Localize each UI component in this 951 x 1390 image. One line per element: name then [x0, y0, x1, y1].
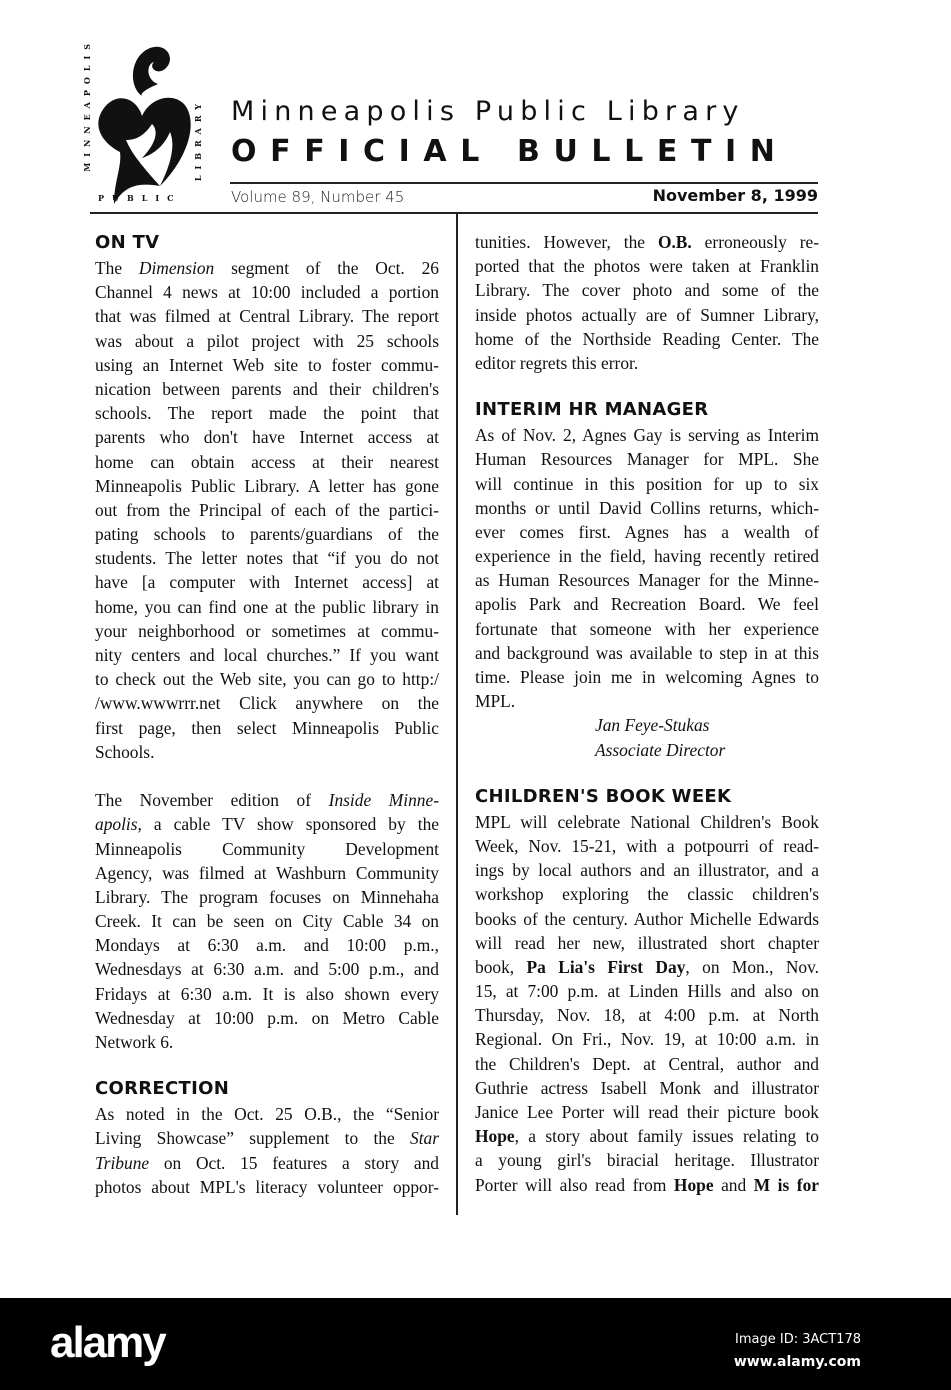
watermark-logo: alamy [50, 1318, 165, 1367]
bold-title: M is for [753, 1174, 819, 1195]
text-line: nication between parents and their children's [95, 378, 439, 399]
section-heading: CHILDREN'S BOOK WEEK [475, 785, 732, 807]
text-line: Week, Nov. 15-21, with a potpourri of read- [475, 835, 819, 856]
text-line: Creek. It can be seen on City Cable 34 on [95, 911, 439, 932]
right-column [475, 230, 819, 1197]
italic-title: Dimension [138, 258, 215, 278]
text-line: apolis, a cable TV show sponsored by the [95, 814, 439, 835]
text-line: will continue in this position for up to six [475, 473, 819, 494]
text-line: months or until David Collins returns, which- [475, 497, 819, 518]
text-line: Thursday, Nov. 18, at 4:00 p.m. at North [475, 1005, 819, 1026]
signature-line: Associate Director [595, 739, 726, 760]
text-line: book, Pa Lia's First Day, on Mon., Nov. [475, 956, 819, 977]
text-line: books of the century. Author Michelle Edwards [475, 908, 819, 929]
text-line: Living Showcase” supplement to the Star [95, 1128, 439, 1149]
italic-title: Star [410, 1128, 439, 1149]
bold-title: Pa Lia's First Day [526, 956, 686, 977]
text-line: Library. The cover photo and some of the [475, 280, 819, 301]
text-line: Channel 4 news at 10:00 included a portion [95, 282, 439, 303]
text-line: Janice Lee Porter will read their picture book [475, 1102, 819, 1122]
italic-title: apolis [95, 814, 138, 835]
text-line: photos about MPL's literacy volunteer oppor- [95, 1176, 439, 1197]
bold-title: Hope [673, 1174, 714, 1195]
section-heading: INTERIM HR MANAGER [475, 399, 709, 421]
bulletin-title: OFFICIAL BULLETIN [231, 134, 789, 169]
section-gap [475, 375, 819, 397]
text-line: have [a computer with Internet access] at [95, 572, 439, 593]
text-line: ever comes first. Agnes has a wealth of [475, 521, 819, 542]
text-line: Human Resources Manager for MPL. She [475, 449, 819, 470]
text-line: MPL will celebrate National Children's Book [475, 811, 819, 832]
logo-library-text: LIBRARY [193, 98, 203, 182]
text-line: to check out the Web site, you can go to http:/ [95, 669, 439, 690]
paragraph-gap [95, 764, 439, 788]
masthead-rule [90, 212, 818, 214]
left-column [95, 230, 439, 1199]
column-divider [456, 213, 458, 1215]
logo-public-text: PUBLIC [98, 193, 182, 203]
text-line: The November edition of Inside Minne- [95, 790, 439, 811]
italic-title: Inside Minne- [328, 790, 439, 811]
text-line: ings by local authors and an illustrator, and a [475, 860, 819, 881]
text-line: Wednesday at 10:00 p.m. on Metro Cable [95, 1007, 439, 1028]
issue-date: November 8, 1999 [652, 186, 818, 205]
text-line: pating schools to parents/guardians of the [95, 524, 439, 545]
text-line: tunities. However, the O.B. erroneously re- [475, 232, 819, 252]
italic-title: Tribune [95, 1152, 150, 1173]
text-line: that was filmed at Central Library. The report [95, 306, 439, 327]
library-name: Minneapolis Public Library [231, 96, 745, 127]
text-line: students. The letter notes that “if you do not [95, 548, 439, 569]
text-line: out from the Principal of each of the partici- [95, 499, 439, 520]
text-line: experience in the field, having recently retired [475, 546, 819, 567]
text-line: Agency, was filmed at Washburn Community [95, 862, 439, 883]
text-line: Porter will also read from Hope and M is for [475, 1174, 819, 1195]
text-line: home can obtain access at their nearest [95, 451, 439, 472]
text-line: a young girl's biracial heritage. Illustrator [475, 1150, 819, 1171]
bold-title: O.B. [657, 232, 692, 252]
text-line: Mondays at 6:30 a.m. and 10:00 p.m., [95, 935, 439, 956]
section-gap [95, 1054, 439, 1076]
text-line: home of the Northside Reading Center. The [475, 328, 819, 349]
library-logo [80, 36, 220, 211]
text-line: Hope, a story about family issues relating to [475, 1126, 819, 1147]
text-line: fortunate that someone with her experience [475, 618, 819, 639]
text-line: first page, then select Minneapolis Public [95, 717, 439, 738]
text-line: as Human Resources Manager for the Minne- [475, 570, 819, 591]
section-heading: ON TV [95, 232, 160, 253]
text-line: Schools. [95, 741, 155, 762]
text-line: Regional. On Fri., Nov. 19, at 10:00 a.m. in [475, 1029, 819, 1050]
watermark-image-id: Image ID: 3ACT178 [735, 1332, 861, 1347]
text-line: time. Please join me in welcoming Agnes to [475, 667, 819, 687]
text-line: As noted in the Oct. 25 O.B., the “Senior [95, 1104, 439, 1125]
text-line: ported that the photos were taken at Franklin [475, 256, 819, 277]
text-line: Network 6. [95, 1032, 174, 1052]
header-rule [230, 182, 818, 184]
text-line: Tribune on Oct. 15 features a story and [95, 1152, 439, 1173]
text-line: home, you can find one at the public library in [95, 596, 439, 617]
text-line: schools. The report made the point that [95, 403, 439, 424]
text-line: Guthrie actress Isabell Monk and illustrator [475, 1077, 819, 1098]
signature-line: Jan Feye-Stukas [595, 715, 710, 736]
text-line: using an Internet Web site to foster commu- [95, 354, 439, 375]
text-line: and background was available to step in at this [475, 642, 819, 663]
text-line: Library. The program focuses on Minnehaha [95, 886, 439, 907]
text-line: your neighborhood or sometimes at commu- [95, 620, 439, 641]
watermark-bar [0, 1298, 951, 1390]
text-line: As of Nov. 2, Agnes Gay is serving as Interim [475, 425, 819, 446]
text-line: Minneapolis Public Library. A letter has gone [95, 475, 439, 496]
text-line: will read her new, illustrated short chapter [475, 932, 819, 953]
volume-number: Volume 89, Number 45 [231, 188, 405, 206]
logo-minneapolis-text: MINNEAPOLIS [82, 38, 92, 172]
text-line: the Children's Dept. at Central, author and [475, 1053, 819, 1074]
text-line: was about a pilot project with 25 schools [95, 330, 439, 351]
text-line: MPL. [475, 691, 516, 712]
text-line: nity centers and local churches.” If you want [95, 645, 439, 665]
text-line: /www.wwwrrr.net Click anywhere on the [95, 693, 439, 714]
text-line: apolis Park and Recreation Board. We feel [475, 594, 819, 615]
text-line: Minneapolis Community Development [95, 838, 439, 859]
section-gap [475, 762, 819, 784]
text-line: Fridays at 6:30 a.m. It is also shown every [95, 983, 439, 1004]
watermark-url: www.alamy.com [733, 1354, 861, 1370]
text-line: The Dimension segment of the Oct. 26 [95, 258, 439, 278]
text-line: editor regrets this error. [475, 352, 639, 373]
section-heading: CORRECTION [95, 1078, 230, 1100]
bold-title: Hope [475, 1126, 515, 1147]
text-line: workshop exploring the classic children's [475, 884, 819, 905]
text-line: parents who don't have Internet access at [95, 427, 439, 448]
text-line: Wednesdays at 6:30 a.m. and 5:00 p.m., and [95, 959, 439, 980]
text-line: inside photos actually are of Sumner Library, [475, 304, 819, 325]
text-line: 15, at 7:00 p.m. at Linden Hills and also on [475, 981, 819, 1002]
